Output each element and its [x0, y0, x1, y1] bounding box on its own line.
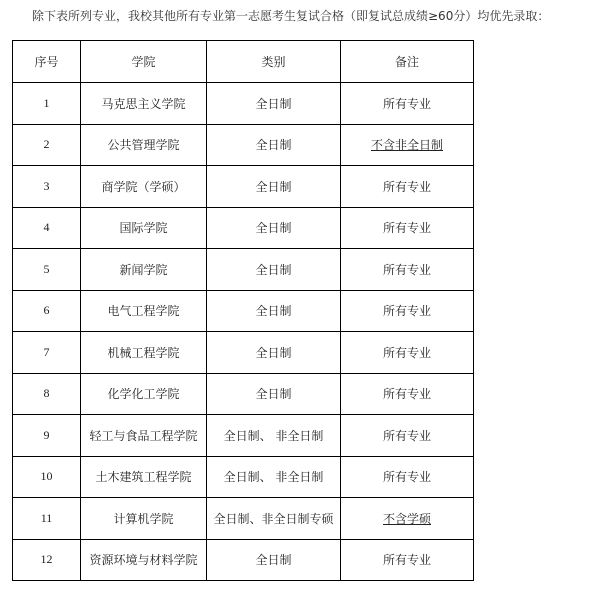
- row-note: 所有专业: [341, 456, 474, 498]
- row-no: 11: [13, 498, 81, 540]
- table-row: [13, 124, 474, 166]
- header-no: 序号: [13, 41, 81, 83]
- row-no: 4: [13, 207, 81, 249]
- row-no: 10: [13, 456, 81, 498]
- row-type: 全日制: [207, 332, 341, 374]
- table-row: [13, 539, 474, 581]
- row-no: 6: [13, 290, 81, 332]
- row-type: 全日制: [207, 124, 341, 166]
- row-no: 5: [13, 249, 81, 291]
- table-row: [13, 290, 474, 332]
- row-school: 电气工程学院: [81, 290, 207, 332]
- row-type: 全日制: [207, 166, 341, 208]
- table-row: [13, 83, 474, 125]
- row-school: 土木建筑工程学院: [81, 456, 207, 498]
- table-row: [13, 415, 474, 457]
- row-school: 化学化工学院: [81, 373, 207, 415]
- table-row: [13, 207, 474, 249]
- row-note: 所有专业: [341, 415, 474, 457]
- row-no: 2: [13, 124, 81, 166]
- row-no: 12: [13, 539, 81, 581]
- row-type: 全日制: [207, 249, 341, 291]
- row-note: 所有专业: [341, 290, 474, 332]
- row-school: 计算机学院: [81, 498, 207, 540]
- row-type: 全日制: [207, 83, 341, 125]
- table-row: [13, 249, 474, 291]
- row-type: 全日制: [207, 290, 341, 332]
- row-note: 所有专业: [341, 332, 474, 374]
- table-row: [13, 166, 474, 208]
- row-type: 全日制、 非全日制: [207, 456, 341, 498]
- row-note: 所有专业: [341, 249, 474, 291]
- table-row: [13, 498, 474, 540]
- row-no: 3: [13, 166, 81, 208]
- table-header-row: [13, 41, 474, 83]
- row-note: 所有专业: [341, 83, 474, 125]
- row-no: 8: [13, 373, 81, 415]
- row-school: 轻工与食品工程学院: [81, 415, 207, 457]
- table-row: [13, 456, 474, 498]
- row-school: 国际学院: [81, 207, 207, 249]
- header-type: 类别: [207, 41, 341, 83]
- row-school: 新闻学院: [81, 249, 207, 291]
- row-type: 全日制、非全日制专硕: [207, 498, 341, 540]
- row-type: 全日制、 非全日制: [207, 415, 341, 457]
- row-type: 全日制: [207, 539, 341, 581]
- row-school: 商学院（学硕）: [81, 166, 207, 208]
- row-note: 不含非全日制: [341, 124, 474, 166]
- admission-table: [12, 40, 474, 581]
- row-school: 资源环境与材料学院: [81, 539, 207, 581]
- table-row: [13, 373, 474, 415]
- row-type: 全日制: [207, 373, 341, 415]
- row-note: 所有专业: [341, 539, 474, 581]
- table-row: [13, 332, 474, 374]
- row-school: 机械工程学院: [81, 332, 207, 374]
- row-school: 公共管理学院: [81, 124, 207, 166]
- row-no: 1: [13, 83, 81, 125]
- intro-text: 除下表所列专业，我校其他所有专业第一志愿考生复试合格（即复试总成绩≥60分）均优先录取：: [32, 9, 550, 23]
- row-note: 不含学硕: [341, 498, 474, 540]
- row-note: 所有专业: [341, 207, 474, 249]
- row-note: 所有专业: [341, 166, 474, 208]
- header-note: 备注: [341, 41, 474, 83]
- row-note: 所有专业: [341, 373, 474, 415]
- row-type: 全日制: [207, 207, 341, 249]
- row-no: 9: [13, 415, 81, 457]
- row-no: 7: [13, 332, 81, 374]
- header-school: 学院: [81, 41, 207, 83]
- row-school: 马克思主义学院: [81, 83, 207, 125]
